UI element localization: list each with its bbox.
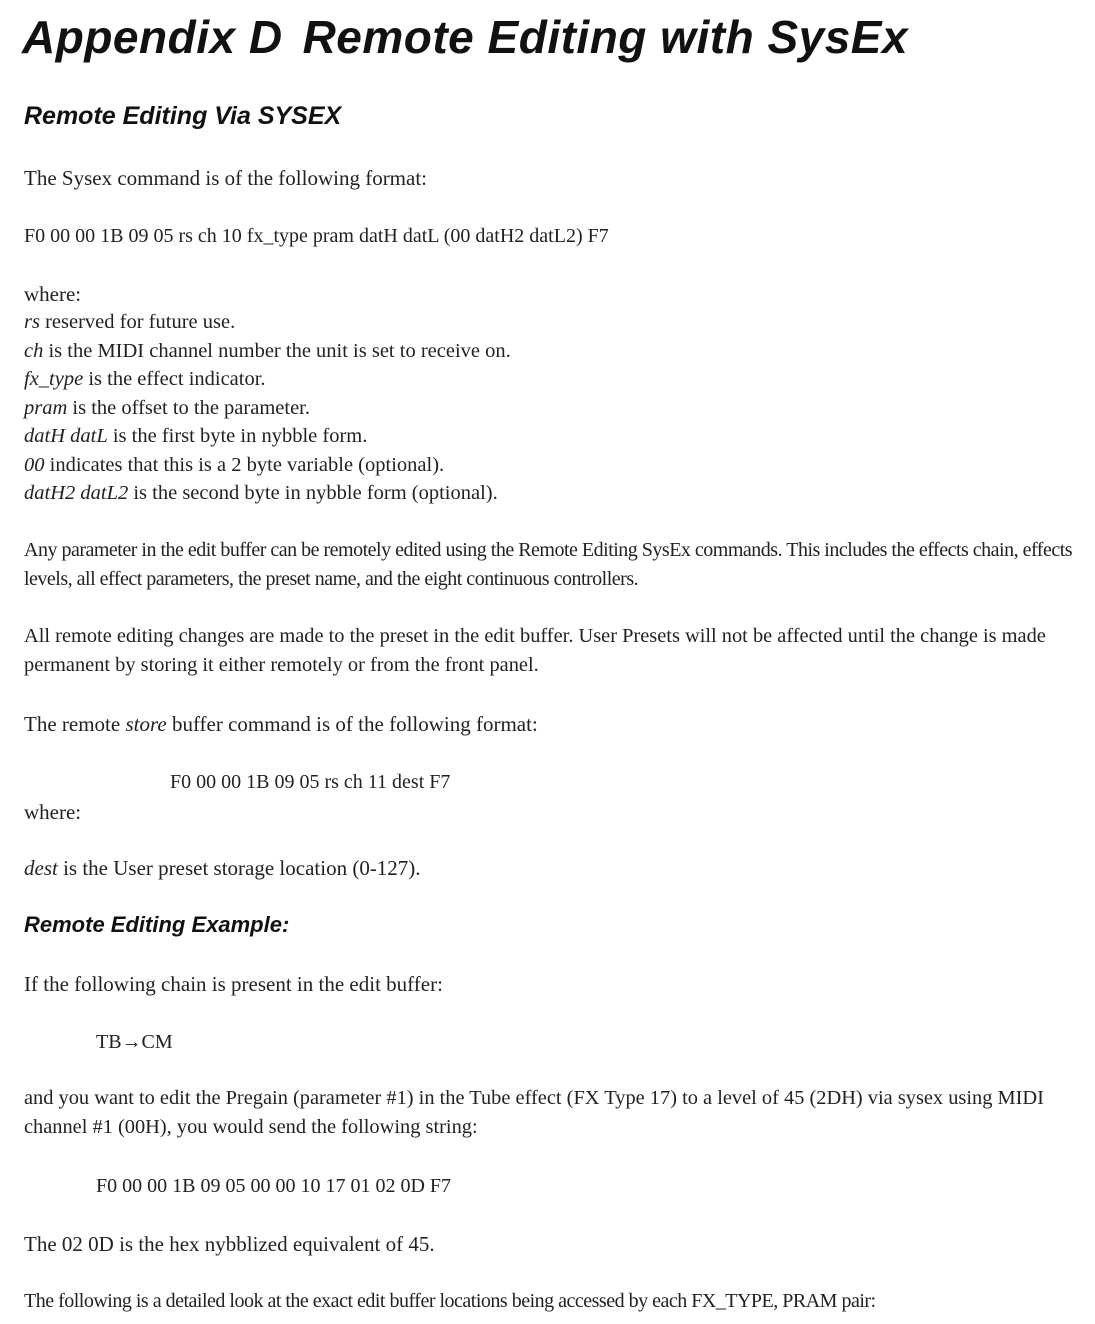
sysex-intro: The Sysex command is of the following format:	[24, 166, 428, 190]
definition-text: is the second byte in nybble form (optional).	[128, 482, 498, 504]
dest-term: dest	[24, 856, 58, 880]
store-intro-pre: The remote	[24, 712, 126, 736]
store-intro-post: buffer command is of the following format:	[166, 712, 538, 736]
section-heading-remote-editing: Remote Editing Via SYSEX	[24, 102, 342, 130]
definition-term: fx_type	[24, 368, 84, 390]
paragraph-remote-changes: All remote editing changes are made to the preset in the edit buffer. User Presets will not be affected until the change is made permanent by storing it either remotely or from the front panel.	[24, 625, 1046, 676]
paragraph-example: and you want to edit the Pregain (parameter #1) in the Tube effect (FX Type 17) to a level of 45 (2DH) via sysex using MIDI channel #1 (00H), you would send the following string:	[24, 1087, 1044, 1138]
definition-term: ch	[24, 340, 44, 362]
store-format: F0 00 00 1B 09 05 rs ch 11 dest F7	[170, 771, 451, 793]
definition-term: pram	[24, 397, 68, 419]
example-string: F0 00 00 1B 09 05 00 00 10 17 01 02 0D F7	[96, 1175, 452, 1197]
store-intro	[24, 710, 538, 738]
definition-dest	[24, 854, 421, 882]
closing-paragraph: The following is a detailed look at the exact edit buffer locations being accessed by each FX_TYPE, PRAM pair:	[24, 1290, 876, 1312]
nybble-equivalent: The 02 0D is the hex nybblized equivalent of 45.	[24, 1232, 435, 1256]
where-label-2: where:	[24, 800, 82, 824]
definition-ch	[24, 337, 511, 365]
definition-term: datH datL	[24, 425, 108, 447]
definition-term: datH2 datL2	[24, 482, 129, 504]
definition-text: is the MIDI channel number the unit is set to receive on.	[43, 340, 511, 362]
definition-pram	[24, 394, 310, 422]
definition-dath-datl	[24, 422, 367, 450]
definition-text: reserved for future use.	[39, 311, 236, 333]
definition-text: indicates that this is a 2 byte variable (optional).	[44, 454, 445, 476]
page-title	[22, 6, 908, 68]
example-chain: TB→CM	[96, 1031, 173, 1053]
definition-text: is the effect indicator.	[83, 368, 266, 390]
definition-term: rs	[24, 311, 40, 333]
definition-fx-type	[24, 365, 266, 393]
appendix-subject: Remote Editing with SysEx	[302, 11, 909, 63]
store-term: store	[125, 712, 167, 736]
definition-rs	[24, 308, 235, 336]
dest-text: is the User preset storage location (0-127).	[57, 856, 421, 880]
definition-text: is the first byte in nybble form.	[107, 425, 368, 447]
definition-term: 00	[24, 454, 45, 476]
section-heading-example: Remote Editing Example:	[24, 912, 290, 937]
definition-00	[24, 451, 444, 479]
paragraph-edit-buffer: Any parameter in the edit buffer can be remotely edited using the Remote Editing SysEx commands. This includes the effects chain, effects levels, all effect parameters, the preset name, and the eight continuous controllers.	[24, 539, 1073, 590]
where-label: where:	[24, 282, 82, 306]
definition-text: is the offset to the parameter.	[67, 397, 310, 419]
definition-dath2-datl2	[24, 479, 498, 507]
sysex-format: F0 00 00 1B 09 05 rs ch 10 fx_type pram datH datL (00 datH2 datL2) F7	[24, 225, 609, 247]
example-intro: If the following chain is present in the edit buffer:	[24, 972, 443, 996]
appendix-label: Appendix D	[22, 11, 283, 63]
